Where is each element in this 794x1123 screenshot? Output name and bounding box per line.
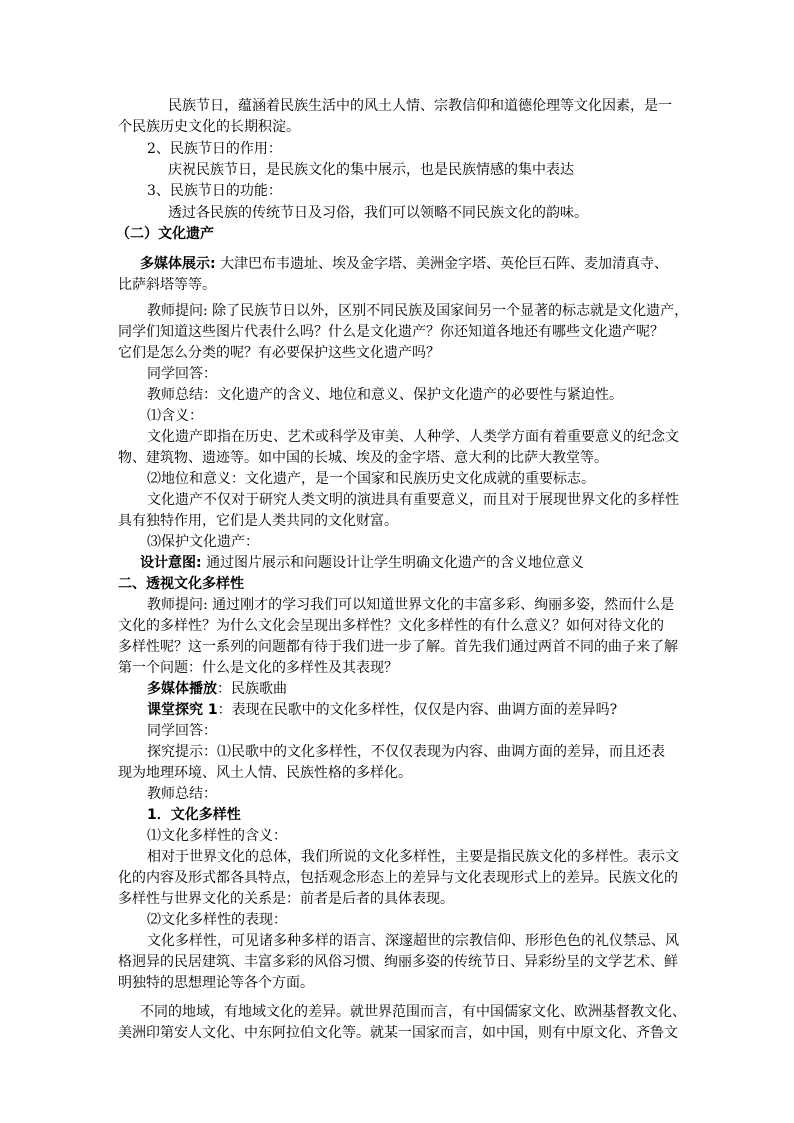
paragraph-line: 教师提问: 除了民族节日以外，区别不同民族及国家间另一个显著的标志就是文化遗产， — [147, 303, 689, 319]
paragraph-line: 它们是怎么分类的呢？有必要保护这些文化遗产吗？ — [118, 345, 440, 361]
media-play-line — [147, 680, 287, 699]
paragraph-line: 多样性呢？这一系列的问题都有待于我们进一步了解。首先我们通过两首不同的曲子来了解 — [118, 639, 678, 655]
paragraph-line: 文化遗产即指在历史、艺术或科学及审美、人种学、人类学方面有着重要意义的纪念文 — [147, 429, 679, 445]
paragraph-line: 文化的多样性？为什么文化会呈现出多样性？文化多样性的有什么意义？如何对待文化的 — [118, 618, 664, 634]
paragraph-line: 庆祝民族节日，是民族文化的集中展示，也是民族情感的集中表达 — [168, 162, 574, 178]
list-item-3: 3、民族节日的功能： — [147, 183, 282, 199]
design-label: 设计意图: — [140, 555, 202, 571]
paragraph-line: 格迥异的民居建筑、丰富多彩的风俗习惯、绚丽多姿的传统节日、异彩纷呈的文学艺术、鲜 — [118, 954, 678, 970]
paragraph-line: 多样性与世界文化的关系是：前者是后者的具体表现。 — [118, 891, 454, 907]
paragraph-line: 教师提问: 通过刚才的学习我们可以知道世界文化的丰富多彩、绚丽多姿，然而什么是 — [147, 597, 675, 613]
paragraph-line: 明独特的思想理论等各个方面。 — [118, 975, 314, 991]
paragraph-line: 探究提示：⑴民歌中的文化多样性，不仅仅表现为内容、曲调方面的差异，而且还表 — [147, 744, 665, 760]
explore-label: 课堂探究 1 — [147, 702, 218, 718]
explore-text: ：表现在民歌中的文化多样性，仅仅是内容、曲调方面的差异吗? — [217, 702, 618, 718]
paragraph-line: 民族节日，蕴涵着民族生活中的风土人情、宗教信仰和道德伦理等文化因素，是一 — [168, 98, 672, 114]
paragraph-line: 美洲印第安人文化、中东阿拉伯文化等。就某一国家而言，如中国，则有中原文化、齐鲁文 — [118, 1025, 678, 1041]
paragraph-line: ⑴含义： — [147, 408, 203, 424]
paragraph-line: 文化多样性，可见诸多种多样的语言、深邃超世的宗教信仰、形形色色的礼仪禁忌、风 — [147, 933, 679, 949]
paragraph-line: 文化遗产不仅对于研究人类文明的演进具有重要意义，而且对于展现世界文化的多样性 — [147, 492, 679, 508]
design-line — [140, 554, 584, 573]
paragraph-line: 同学回答： — [147, 723, 217, 739]
paragraph-line: 化的内容及形式都各具特点，包括观念形态上的差异与文化表现形式上的差异。民族文化的 — [118, 870, 678, 886]
paragraph-line: 第一个问题：什么是文化的多样性及其表现？ — [118, 660, 398, 676]
paragraph-line: 教师总结： — [147, 786, 217, 802]
section-heading-heritage: （二）文化遗产 — [116, 226, 214, 242]
paragraph-line: 透过各民族的传统节日及习俗，我们可以领略不同民族文化的韵味。 — [168, 205, 588, 221]
paragraph-line: 个民族历史文化的长期积淀。 — [118, 119, 300, 135]
media-play-label: 多媒体播放 — [147, 681, 217, 697]
media-line — [140, 255, 668, 274]
paragraph-line: 具有独特作用，它们是人类共同的文化财富。 — [118, 513, 398, 529]
paragraph-line: 同学回答： — [147, 366, 217, 382]
paragraph-line: 不同的地域，有地域文化的差异。就世界范围而言，有中国儒家文化、欧洲基督教文化、 — [140, 1004, 686, 1020]
paragraph-line: 比萨斜塔等等。 — [118, 277, 216, 293]
media-text: 大津巴布韦遗址、埃及金字塔、美洲金字塔、英伦巨石阵、麦加清真寺、 — [220, 256, 669, 272]
design-text: 通过图片展示和问题设计让学生明确文化遗产的含义地位意义 — [206, 555, 585, 571]
paragraph-line: ⑵地位和意义：文化遗产，是一个国家和民族历史文化成就的重要标志。 — [147, 471, 595, 487]
explore-line — [147, 701, 617, 720]
paragraph-line: 现为地理环境、风土人情、民族性格的多样化。 — [118, 765, 412, 781]
section-heading-diversity: 二、透视文化多样性 — [118, 576, 244, 592]
media-play-text: ：民族歌曲 — [217, 681, 287, 697]
paragraph-line: ⑶保护文化遗产： — [147, 534, 259, 550]
media-label: 多媒体展示: — [140, 256, 216, 272]
subheading: 1．文化多样性 — [147, 807, 241, 823]
paragraph-line: 同学们知道这些图片代表什么吗？什么是文化遗产？你还知道各地还有哪些文化遗产呢？ — [118, 324, 664, 340]
paragraph-line: 教师总结：文化遗产的含义、地位和意义、保护文化遗产的必要性与紧迫性。 — [147, 387, 623, 403]
list-item-2: 2、民族节日的作用： — [147, 141, 282, 157]
paragraph-line: ⑵文化多样性的表现： — [147, 912, 287, 928]
paragraph-line: ⑴文化多样性的含义： — [147, 828, 287, 844]
paragraph-line: 物、建筑物、遗迹等。如中国的长城、埃及的金字塔、意大利的比萨大教堂等。 — [118, 450, 608, 466]
paragraph-line: 相对于世界文化的总体，我们所说的文化多样性，主要是指民族文化的多样性。表示文 — [147, 849, 679, 865]
